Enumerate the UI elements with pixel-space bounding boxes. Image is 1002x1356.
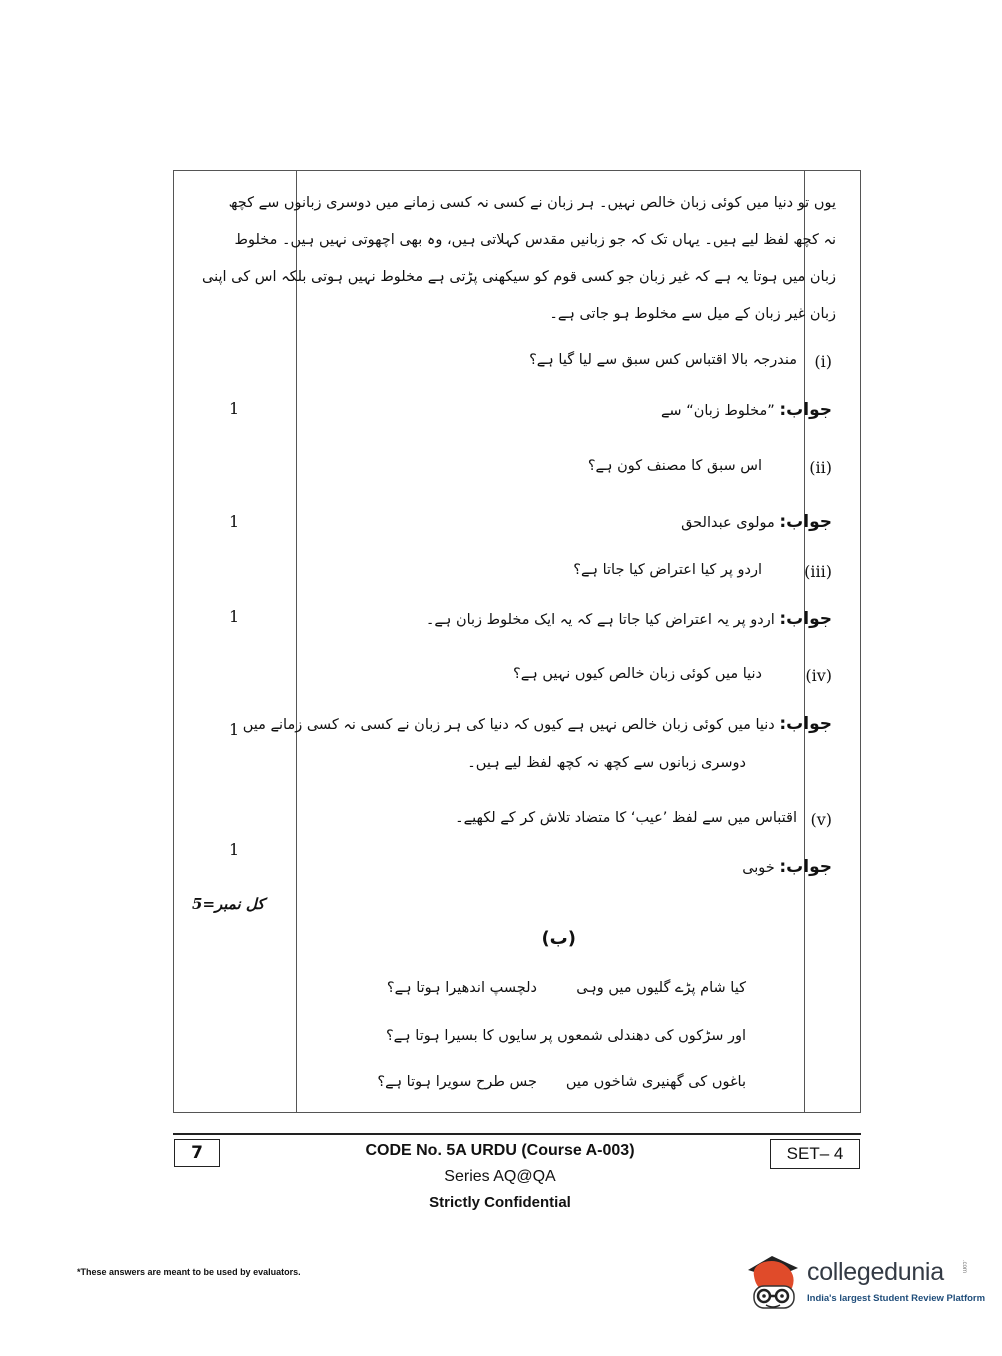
passage-line: زبان غیر زبان کے میل سے مخلوط ہو جاتی ہے۔ <box>549 306 836 322</box>
code-line: CODE No. 5A URDU (Course A-003) <box>365 1142 635 1159</box>
answer <box>426 609 832 629</box>
question-mark: 1 <box>229 399 240 418</box>
answer-label: جواب: <box>779 714 832 734</box>
question-text: اقتباس میں سے لفظ ’عیب‘ کا متضاد تلاش کر کے لکھیے۔ <box>455 810 797 826</box>
poem-line-left: دلچسپ اندھیرا ہوتا ہے؟ <box>386 980 537 996</box>
question-mark: 1 <box>229 607 240 626</box>
passage-line: نہ کچھ لفظ لیے ہیں۔ یہاں تک کہ جو زبانیں مقدس کہلاتی ہیں، وہ بھی اچھوتی نہیں ہیں۔ مخلوط <box>234 232 836 248</box>
question-text: اردو پر کیا اعتراض کیا جاتا ہے؟ <box>573 562 762 578</box>
answer-label: جواب: <box>779 609 832 629</box>
answer-label: جواب: <box>779 857 832 877</box>
question-mark: 1 <box>229 840 240 859</box>
passage-line: یوں تو دنیا میں کوئی زبان خالص نہیں۔ ہر زبان نے کسی نہ کسی زمانے میں دوسری زبانوں سے کچھ <box>228 195 836 211</box>
total-marks: کل نمبر=5 <box>192 895 265 913</box>
answer-text: مولوی عبدالحق <box>681 515 775 531</box>
question-mark: 1 <box>229 720 240 739</box>
question-number: (ii) <box>809 458 832 477</box>
answer-continuation: دوسری زبانوں سے کچھ نہ کچھ لفظ لیے ہیں۔ <box>467 755 746 771</box>
series-line: Series AQ@QA <box>444 1168 556 1185</box>
column-divider-marks <box>296 171 297 1112</box>
passage-line: زبان میں ہوتا یہ ہے کہ غیر زبان جو کسی قوم کو سیکھنی پڑتی ہے مخلوط نہیں ہوتی بلکہ اس کی اپنی <box>202 269 836 285</box>
brand-name: collegedunia <box>807 1258 944 1286</box>
answer-label: جواب: <box>779 512 832 532</box>
confidential-line: Strictly Confidential <box>429 1194 571 1211</box>
question-text: اس سبق کا مصنف کون ہے؟ <box>587 458 762 474</box>
evaluator-note: *These answers are meant to be used by evaluators. <box>77 1267 301 1277</box>
poem-line-left: سایوں کا بسیرا ہوتا ہے؟ <box>385 1028 537 1044</box>
answer-text: دنیا میں کوئی زبان خالص نہیں ہے کیوں کہ دنیا کی ہر زبان نے کسی نہ کسی زمانے میں <box>242 717 775 733</box>
answer-text: ”مخلوط زبان“ سے <box>660 403 775 419</box>
section-heading: (ب) <box>541 928 576 949</box>
answer <box>742 857 832 877</box>
question-number: (i) <box>814 352 832 371</box>
question-mark: 1 <box>229 512 240 531</box>
passage <box>202 185 836 333</box>
answer-label: جواب: <box>779 400 832 420</box>
question-number: (iv) <box>805 666 832 685</box>
poem-line-right: کیا شام پڑے گلیوں میں وہی <box>576 980 746 996</box>
page-number: 7 <box>174 1139 220 1167</box>
mascot-icon <box>740 1248 804 1314</box>
question-number: (iii) <box>804 562 832 581</box>
poem-line-left: جس طرح سویرا ہوتا ہے؟ <box>377 1074 537 1090</box>
brand-com: .com <box>961 1260 967 1274</box>
brand-tagline: India's largest Student Review Platform <box>807 1293 986 1304</box>
answer-text: خوبی <box>742 860 775 876</box>
poem-line-right: اور سڑکوں کی دھندلی شمعوں پر <box>540 1028 746 1044</box>
answer <box>661 400 832 420</box>
question-text: دنیا میں کوئی زبان خالص کیوں نہیں ہے؟ <box>513 666 762 682</box>
set-box: SET– 4 <box>770 1139 860 1169</box>
poem-line-right: باغوں کی گھنیری شاخوں میں <box>565 1074 746 1090</box>
question-number: (v) <box>810 810 832 829</box>
question-text: مندرجہ بالا اقتباس کس سبق سے لیا گیا ہے؟ <box>529 352 797 368</box>
answer <box>681 512 832 532</box>
footer-rule <box>173 1133 861 1135</box>
answer <box>242 714 832 734</box>
collegedunia-logo <box>740 1248 986 1318</box>
answer-text: اردو پر یہ اعتراض کیا جاتا ہے کہ یہ ایک مخلوط زبان ہے۔ <box>425 612 775 628</box>
